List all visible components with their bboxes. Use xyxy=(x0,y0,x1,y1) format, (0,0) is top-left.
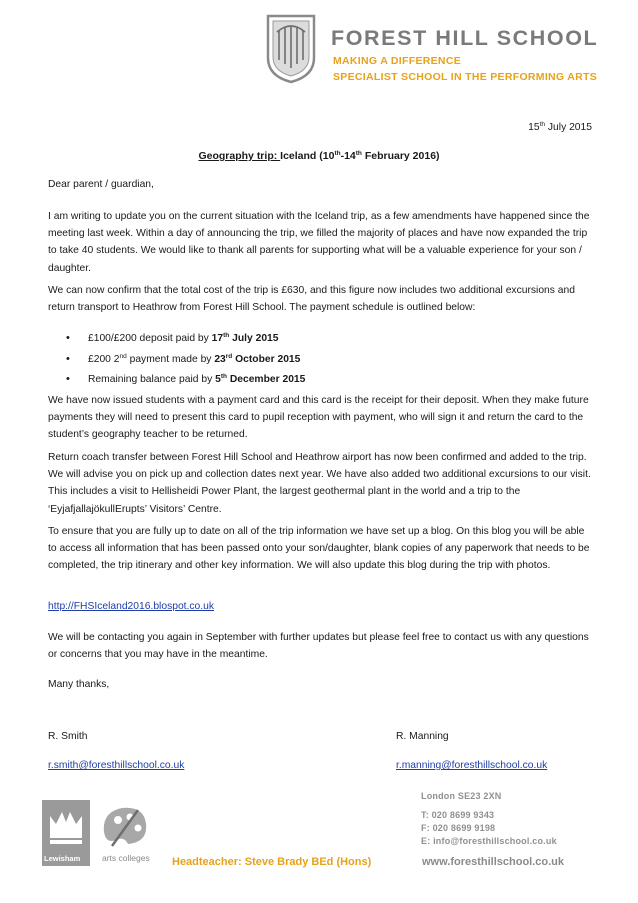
footer-phone: T: 020 8699 9343 xyxy=(421,810,495,820)
email-link-manning[interactable]: r.manning@foresthillschool.co.uk xyxy=(396,760,548,771)
email-link-smith[interactable]: r.smith@foresthillschool.co.uk xyxy=(48,760,185,771)
school-crest-icon xyxy=(265,14,317,84)
blog-link-line xyxy=(48,598,593,615)
tagline-specialist: SPECIALIST SCHOOL IN THE PERFORMING ARTS xyxy=(333,71,598,83)
salutation: Dear parent / guardian, xyxy=(48,179,154,190)
paragraph-contact: We will be contacting you again in September with further updates but please feel free to contact us with any questions or concerns that you may have in the meantime. xyxy=(48,632,589,661)
payment-item: • £100/£200 deposit paid by 17th July 2015 xyxy=(66,330,305,351)
footer-email: E: info@foresthillschool.co.uk xyxy=(421,836,557,846)
footer-address: London SE23 2XN xyxy=(421,791,502,801)
letter-date: 15th July 2015 xyxy=(528,121,592,133)
paragraph-transfer: Return coach transfer between Forest Hill School and Heathrow airport has now been confirmed and added to the trip. We will advise you on pick up and collection dates next year. We have also added two additional excursions to our visit. This includes a visit to Hellisheidi Power Plant, the largest geothermal plant in the world and a trip to the ‘EyjafjallajökullErupts’ Visitors’ Centre. xyxy=(48,452,591,515)
lewisham-label: Lewisham xyxy=(44,854,81,863)
blog-link[interactable]: http://FHSIceland2016.blospot.co.uk xyxy=(48,601,214,612)
paragraph-blog: To ensure that you are fully up to date on all of the trip information we have set up a blog. On this blog you will be able to access all information that has been passed onto your son/daughter, blank copies of any paperwork that needs to be completed, the trip itinerary and other key information. We will also update this blog during the trip with photos. xyxy=(48,526,590,572)
signatory-name-smith: R. Smith xyxy=(48,731,88,742)
footer-fax: F: 020 8699 9198 xyxy=(421,823,496,833)
footer-website: www.foresthillschool.co.uk xyxy=(422,856,565,868)
tagline-making-difference: MAKING A DIFFERENCE xyxy=(333,55,462,67)
payment-item: • £200 2nd payment made by 23rd October 2015 xyxy=(66,351,305,372)
payment-item: • Remaining balance paid by 5th December 2015 xyxy=(66,371,305,392)
closing: Many thanks, xyxy=(48,679,110,690)
payment-schedule xyxy=(66,330,305,392)
letter-title: Geography trip: Iceland (10th-14th February 2016) xyxy=(198,150,440,162)
headteacher-line: Headteacher: Steve Brady BEd (Hons) xyxy=(172,856,372,868)
paragraph-update: I am writing to update you on the current situation with the Iceland trip, as a few amendments have happened since the meeting last week. Within a day of announcing the trip, we filled the majority of places and have now expanded the trip to take 40 students. We would like to thank all parents for supporting what will be a valuable experience for your son / daughter. xyxy=(48,211,590,274)
paragraph-payment-card: We have now issued students with a payment card and this card is the receipt for their deposit. When they make future payments they will need to present this card to pupil reception with payment, who will sign it and return the card to the student’s geography teacher to be returned. xyxy=(48,395,589,441)
school-name: FOREST HILL SCHOOL xyxy=(331,26,599,50)
arts-colleges-logo-icon xyxy=(98,802,150,850)
signatory-name-manning: R. Manning xyxy=(396,731,449,742)
paragraph-cost: We can now confirm that the total cost of the trip is £630, and this figure now includes two additional excursions and return transport to Heathrow from Forest Hill School. The payment schedule is outlined below: xyxy=(48,285,575,314)
arts-colleges-label: arts colleges xyxy=(102,853,150,863)
